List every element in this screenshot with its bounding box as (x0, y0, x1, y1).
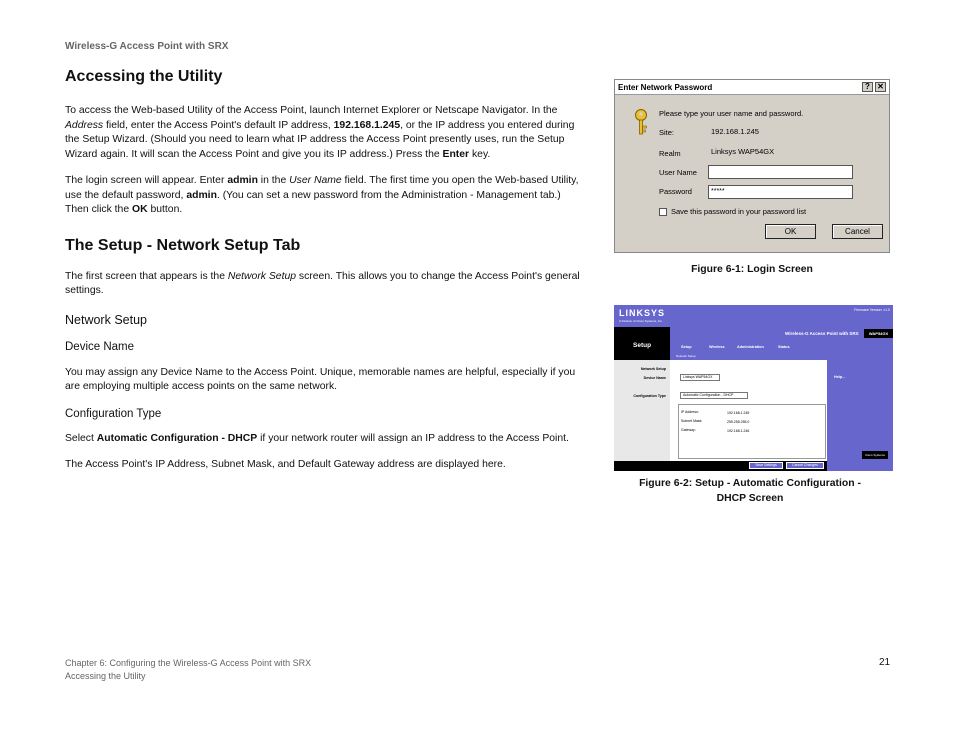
subtab-network-setup[interactable]: Network Setup (676, 354, 696, 358)
subnet-mask-label: Subnet Mask: (681, 419, 703, 423)
section-heading-accessing-utility: Accessing the Utility (65, 68, 223, 85)
label-device-name: Device Name (643, 376, 666, 380)
figure-1-caption: Figure 6-1: Login Screen (691, 264, 813, 275)
running-header: Wireless-G Access Point with SRX (65, 41, 229, 52)
password-input[interactable]: ***** (708, 185, 853, 199)
save-password-label: Save this password in your password list (671, 207, 807, 216)
ip-address-label: IP Address: (681, 410, 699, 414)
product-bar (670, 327, 893, 339)
cisco-systems-logo: Cisco Systems (862, 451, 888, 459)
dialog-titlebar (615, 80, 889, 95)
help-button[interactable]: ? (862, 82, 873, 92)
tab-bar (670, 339, 893, 360)
device-name-input[interactable]: Linksys WAP54GX (680, 374, 720, 381)
paragraph-login-instructions: The login screen will appear. Enter admin in the User Name field. The first time you open the Web-based Utility, use the default password, admin. (You can set a new password from the Administration - Management tab.) Then click the OK button. (65, 175, 579, 215)
login-prompt: Please type your user name and password. (659, 109, 804, 118)
help-link[interactable]: Help... (834, 375, 846, 379)
section-heading-setup-tab: The Setup - Network Setup Tab (65, 236, 301, 254)
paragraph-ip-display: The Access Point's IP Address, Subnet Mask, and Default Gateway address are displayed here. (65, 459, 506, 470)
cancel-changes-button[interactable]: Cancel Changes (786, 462, 824, 469)
password-label: Password (659, 187, 692, 196)
key-icon (633, 108, 655, 136)
close-button[interactable]: ✕ (875, 82, 886, 92)
figure-2-caption: Figure 6-2: Setup - Automatic Configuration - DHCP Screen (639, 478, 861, 504)
footer-section: Accessing the Utility (65, 670, 146, 681)
user-name-label: User Name (659, 168, 697, 177)
paragraph-network-setup-intro: The first screen that appears is the Network Setup screen. This allows you to change the Access Point's general settings. (65, 270, 580, 296)
gateway-value: 192.168.1.246 (727, 429, 750, 433)
setup-screen-screenshot (614, 305, 893, 471)
dialog-title: Enter Network Password (618, 82, 713, 92)
configuration-type-select[interactable]: Automatic Configuration - DHCP (680, 392, 748, 399)
firmware-version: Firmware Version: v1.0 (854, 308, 890, 312)
ip-settings-box (678, 404, 826, 459)
subnet-mask-value: 255.255.255.0 (727, 420, 750, 424)
paragraph-access-instructions: To access the Web-based Utility of the Access Point, launch Internet Explorer or Netscape Navigator. In the Address field, enter the Access Point's default IP address, 192.168.1.245, or the IP address you entered during the Setup Wizard. (Should you need to learn what IP address the Access Point presently uses, run the Setup Wizard again. It will scan the Access Point and give you its IP address.) Press the Enter key. (65, 105, 575, 160)
main-content (65, 68, 585, 473)
footer-chapter: Chapter 6: Configuring the Wireless-G Access Point with SRX (65, 658, 312, 668)
ip-address-value: 192.168.1.245 (727, 411, 750, 415)
label-network-setup: Network Setup (640, 367, 666, 371)
model-badge: WAP54GX (864, 329, 893, 338)
save-password-checkbox[interactable] (659, 208, 667, 216)
site-label: Site: (659, 128, 675, 137)
cancel-button[interactable]: Cancel (832, 224, 883, 239)
realm-value: Linksys WAP54GX (711, 147, 775, 156)
paragraph-device-name: You may assign any Device Name to the Access Point. Unique, memorable names are helpful, especially if you are employing multiple access points on the same network. (65, 366, 576, 392)
subheading-device-name: Device Name (65, 340, 135, 353)
linksys-logo-subtitle: A Division of Cisco Systems, Inc. (619, 319, 663, 323)
tab-status[interactable]: Status (778, 345, 790, 349)
ok-button[interactable]: OK (765, 224, 816, 239)
tab-administration[interactable]: Administration (737, 345, 764, 349)
page-footer (65, 657, 311, 682)
site-value: 192.168.1.245 (711, 127, 759, 136)
login-dialog-screenshot (614, 79, 890, 253)
realm-label: Realm (659, 149, 681, 158)
paragraph-config-type: Select Automatic Configuration - DHCP if your network router will assign an IP address to the Access Point. (65, 432, 569, 444)
gateway-label: Gateway: (681, 428, 696, 432)
save-settings-button[interactable]: Save Settings (749, 462, 783, 469)
linksys-logo: LINKSYS (619, 308, 666, 318)
tab-setup[interactable]: Setup (681, 345, 692, 349)
product-name: Wireless-G Access Point with SRX (785, 331, 859, 336)
label-configuration-type: Configuration Type (633, 394, 666, 398)
user-name-input[interactable] (708, 165, 853, 179)
page-number: 21 (879, 657, 891, 668)
tab-wireless[interactable]: Wireless (709, 345, 725, 349)
section-label-setup: Setup (633, 342, 652, 349)
subheading-configuration-type: Configuration Type (65, 407, 162, 420)
subheading-network-setup: Network Setup (65, 312, 147, 327)
